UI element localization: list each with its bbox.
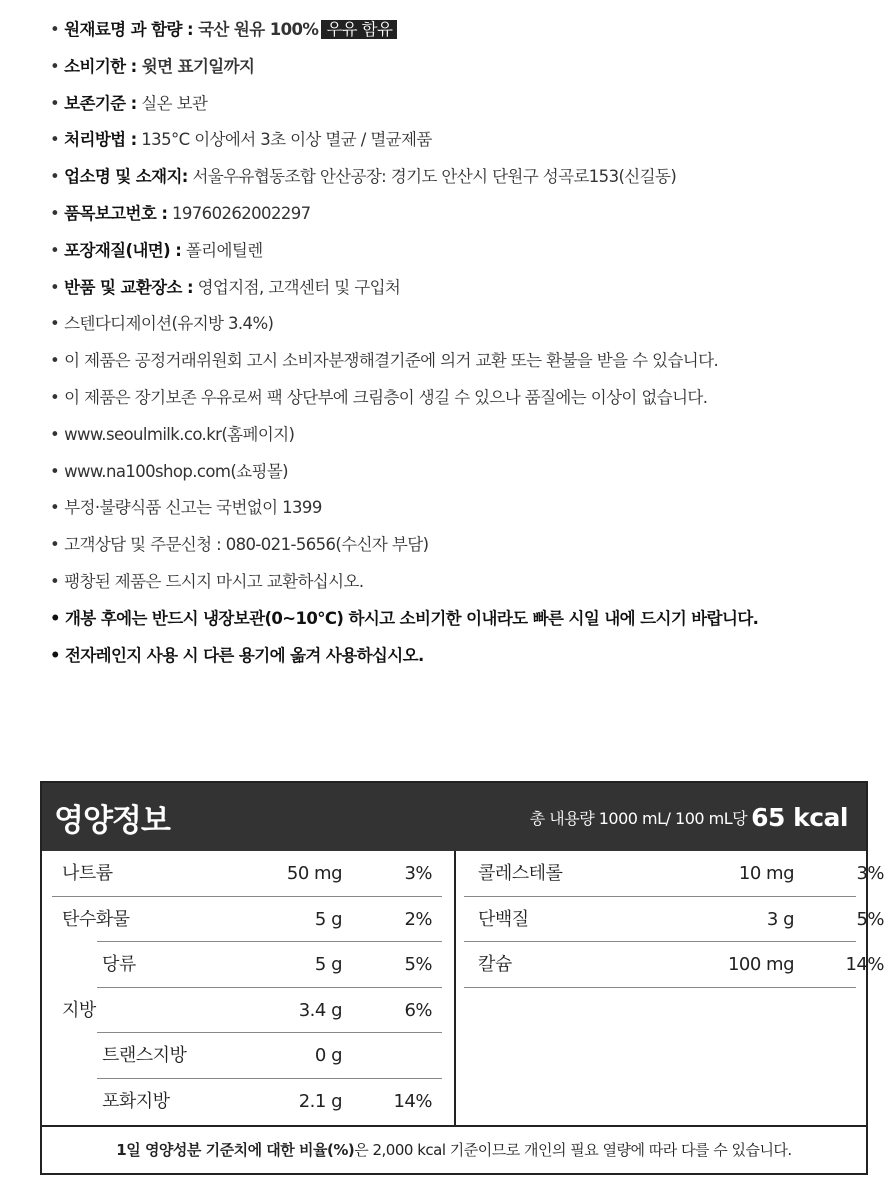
nutrition-total xyxy=(530,803,848,832)
info-text: 팽창된 제품은 드시지 마시고 교환하십시오. xyxy=(64,571,364,591)
bullet-glyph: • xyxy=(50,608,60,628)
nutrition-title: 영양정보 xyxy=(54,803,170,839)
info-text: 이 제품은 공정거래위원회 고시 소비자분쟁해결기준에 의거 교환 또는 환불을 받을 수 있습니다. xyxy=(64,351,719,371)
info-text: 스텐다디제이션(유지방 3.4%) xyxy=(64,314,274,334)
nutrient-amount: 3.4 g xyxy=(298,999,342,1021)
bullet-glyph: • xyxy=(50,645,60,665)
bullet-glyph: • xyxy=(50,461,60,481)
nutrition-row xyxy=(42,1033,452,1079)
nutrient-amount: 2.1 g xyxy=(298,1090,342,1112)
bullet-glyph: • xyxy=(50,20,60,39)
nutrition-row xyxy=(454,851,884,897)
nutrition-row xyxy=(42,988,452,1034)
footer-bold-text: 1일 영양성분 기준치에 대한 비율(%) xyxy=(116,1141,355,1159)
nutrient-percent: 5% xyxy=(404,954,432,976)
bullet-glyph: • xyxy=(50,203,60,223)
info-text: 윗면 표기일까지 xyxy=(136,56,255,76)
info-label: 원재료명 과 함량 : xyxy=(64,20,193,39)
nutrition-header xyxy=(42,783,866,851)
bullet-glyph: • xyxy=(50,167,60,187)
nutrient-percent: 3% xyxy=(856,863,884,884)
info-line xyxy=(50,270,870,307)
info-line xyxy=(50,159,870,196)
nutrient-amount: 10 mg xyxy=(738,863,794,884)
info-line xyxy=(50,454,870,491)
bullet-glyph: • xyxy=(50,571,60,591)
bullet-glyph: • xyxy=(50,56,60,76)
info-text: www.na100shop.com(쇼핑몰) xyxy=(64,461,289,481)
info-text: 부정·불량식품 신고는 국번없이 1399 xyxy=(64,498,322,518)
info-line xyxy=(50,380,870,417)
nutrition-row xyxy=(42,942,452,988)
info-label: 보존기준 : xyxy=(64,93,137,113)
info-label: 처리방법 : xyxy=(64,130,137,150)
nutrition-row xyxy=(454,897,884,943)
bullet-glyph: • xyxy=(50,498,60,518)
nutrition-right-column xyxy=(454,851,884,1125)
nutrient-amount: 5 g xyxy=(314,954,342,976)
bullet-glyph: • xyxy=(50,424,60,444)
nutrition-row xyxy=(42,1079,452,1125)
nutrient-name: 콜레스테롤 xyxy=(478,863,563,884)
info-text: 135°C 이상에서 3초 이상 멸균 / 멸균제품 xyxy=(136,130,432,150)
info-line xyxy=(50,12,870,49)
info-label: 소비기한 : xyxy=(64,56,137,76)
info-line xyxy=(50,122,870,159)
bullet-glyph: • xyxy=(50,240,60,260)
info-text: 실온 보관 xyxy=(136,93,208,113)
info-line xyxy=(50,343,870,380)
info-text: 국산 원유 100% xyxy=(192,20,319,39)
info-line xyxy=(50,306,870,343)
info-label: 포장재질(내면) : xyxy=(64,240,182,260)
nutrient-percent: 14% xyxy=(845,954,884,976)
info-line xyxy=(50,527,870,564)
info-text: 이 제품은 장기보존 우유로써 팩 상단부에 크림층이 생길 수 있으나 품질에는 이상이 없습니다. xyxy=(64,387,708,407)
nutrition-row xyxy=(454,942,884,988)
info-text: www.seoulmilk.co.kr(홈페이지) xyxy=(64,424,295,444)
nutrient-percent: 5% xyxy=(856,908,884,930)
info-line xyxy=(50,601,870,638)
info-line xyxy=(50,49,870,86)
product-info-list xyxy=(50,12,870,674)
nutrient-name: 탄수화물 xyxy=(62,908,130,930)
bullet-glyph: • xyxy=(50,93,60,113)
nutrient-name: 칼슘 xyxy=(478,954,512,976)
info-line xyxy=(50,638,870,675)
nutrition-row xyxy=(42,897,452,943)
nutrition-row xyxy=(42,851,452,897)
total-volume-text: 총 내용량 1000 mL/ 100 mL당 xyxy=(529,809,748,828)
info-line xyxy=(50,196,870,233)
milk-highlight-badge: 우유 함유 xyxy=(321,20,397,39)
nutrient-amount: 100 mg xyxy=(727,954,794,976)
bullet-glyph: • xyxy=(50,277,60,297)
info-line xyxy=(50,417,870,454)
bullet-glyph: • xyxy=(50,130,60,150)
info-line xyxy=(50,86,870,123)
nutrient-percent: 6% xyxy=(404,999,432,1021)
nutrition-body xyxy=(42,851,884,1125)
nutrient-amount: 50 mg xyxy=(286,863,342,884)
info-label: 품목보고번호 : xyxy=(64,203,168,223)
nutrient-name: 포화지방 xyxy=(102,1090,170,1112)
info-text: 19760262002297 xyxy=(167,203,311,223)
info-label: 반품 및 교환장소 : xyxy=(64,277,193,297)
info-text: 고객상담 및 주문신청 : 080-021-5656(수신자 부담) xyxy=(64,535,429,555)
nutrient-percent: 14% xyxy=(393,1090,432,1112)
info-text: 서울우유협동조합 안산공장: 경기도 안산시 단원구 성곡로153(신길동) xyxy=(187,167,677,187)
info-text: 폴리에틸렌 xyxy=(181,240,263,260)
info-text: 영업지점, 고객센터 및 구입처 xyxy=(192,277,401,297)
bullet-glyph: • xyxy=(50,535,60,555)
bullet-glyph: • xyxy=(50,314,60,334)
nutrient-amount: 5 g xyxy=(314,908,342,930)
kcal-value: 65 kcal xyxy=(751,803,848,832)
row-separator xyxy=(464,987,856,988)
nutrient-name: 지방 xyxy=(62,999,96,1021)
bullet-glyph: • xyxy=(50,351,60,371)
nutrition-facts-panel xyxy=(40,781,884,1175)
nutrient-percent: 2% xyxy=(404,908,432,930)
bullet-glyph: • xyxy=(50,387,60,407)
nutrient-name: 단백질 xyxy=(478,908,529,930)
info-line xyxy=(50,233,870,270)
info-label: 업소명 및 소재지: xyxy=(64,167,188,187)
info-text: 전자레인지 사용 시 다른 용기에 옮겨 사용하십시오. xyxy=(64,645,424,665)
nutrient-amount: 3 g xyxy=(766,908,794,930)
info-line xyxy=(50,564,870,601)
nutrient-amount: 0 g xyxy=(314,1045,342,1067)
info-line xyxy=(50,490,870,527)
nutrient-percent: 3% xyxy=(404,863,432,884)
nutrient-name: 트랜스지방 xyxy=(102,1045,187,1067)
info-text: 개봉 후에는 반드시 냉장보관(0~10°C) 하시고 소비기한 이내라도 빠른 시일 내에 드시기 바랍니다. xyxy=(64,608,759,628)
nutrient-name: 나트륨 xyxy=(62,863,113,884)
nutrition-footer xyxy=(42,1125,866,1175)
nutrient-name: 당류 xyxy=(102,954,136,976)
nutrition-left-column xyxy=(42,851,452,1125)
footer-text: 은 2,000 kcal 기준이므로 개인의 필요 열량에 따라 다를 수 있습니다. xyxy=(354,1141,792,1159)
